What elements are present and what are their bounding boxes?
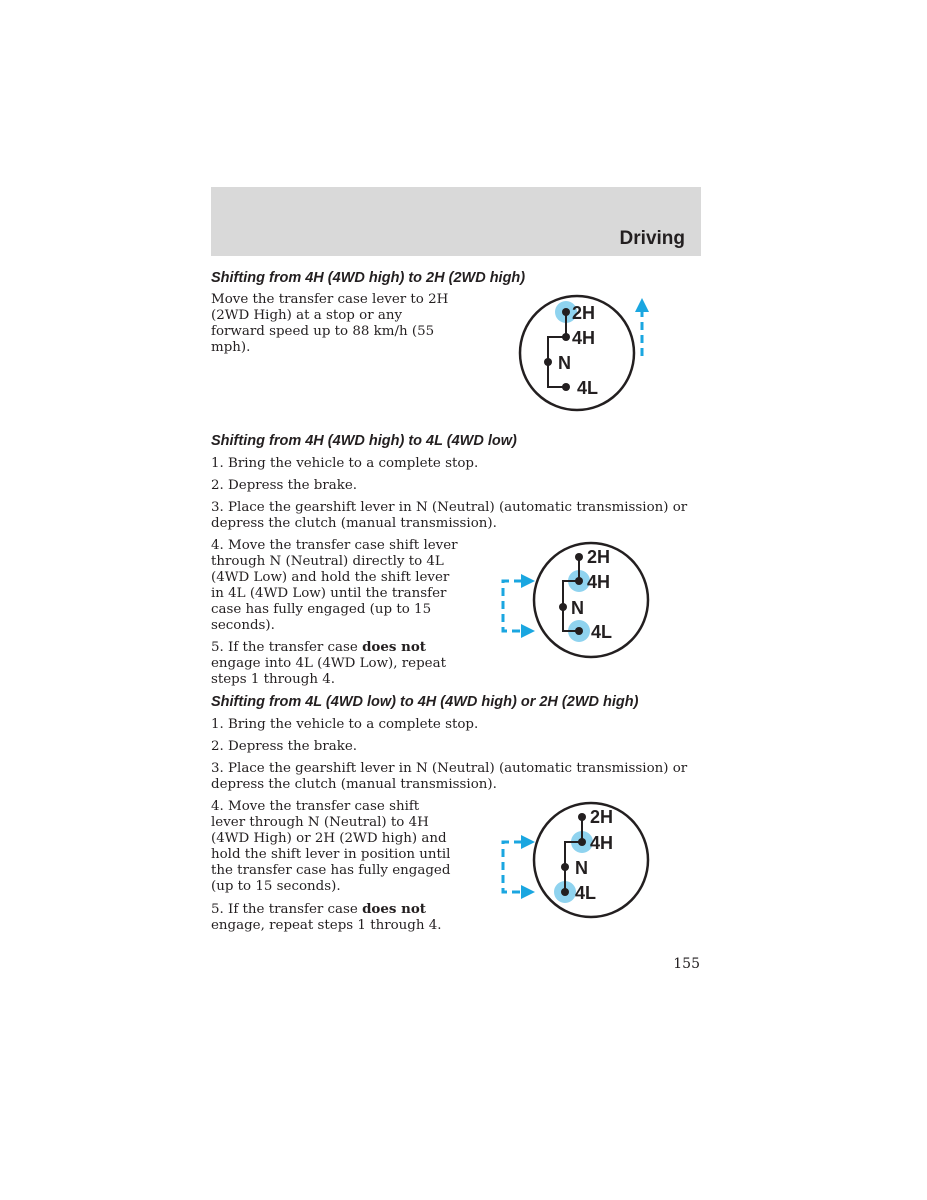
arrow-right-4l-icon (521, 624, 535, 638)
arrow-right-4l-icon (521, 885, 535, 899)
detent-4l (562, 383, 570, 391)
detent-4h (575, 577, 583, 585)
detent-n (561, 863, 569, 871)
shift-diagram-4h-to-4l (495, 537, 665, 667)
step-5: 5. If the transfer case does not engage, repeat steps 1 through 4. (211, 901, 442, 933)
section-heading-4h-to-2h: Shifting from 4H (4WD high) to 2H (2WD high) (211, 270, 526, 286)
detent-4l (575, 627, 583, 635)
label-n: N (558, 353, 571, 373)
section-heading-4l-to-4h-2h: Shifting from 4L (4WD low) to 4H (4WD high) or 2H (2WD high) (211, 694, 639, 710)
detent-4h (578, 838, 586, 846)
section-title: Driving (619, 228, 685, 249)
label-4h: 4H (590, 833, 614, 853)
step-4: 4. Move the transfer case shift lever through N (Neutral) to 4H (4WD High) or 2H (2WD high) and hold the shift lever in position until the transfer case has fully engaged (up to 15 seconds). (211, 799, 451, 894)
label-4l: 4L (577, 378, 599, 398)
arrow-path-dashed (503, 581, 522, 631)
detent-2h (562, 308, 570, 316)
label-4l: 4L (575, 883, 597, 903)
label-2h: 2H (587, 547, 611, 567)
paragraph-4h-to-2h: Move the transfer case lever to 2H (2WD High) at a stop or any forward speed up to 88 km/h (55 mph). (211, 292, 449, 355)
detent-2h (575, 553, 583, 561)
arrow-right-4h-icon (521, 835, 535, 849)
section-header-band (211, 187, 701, 256)
step-5: 5. If the transfer case does not engage into 4L (4WD Low), repeat steps 1 through 4. (211, 639, 446, 687)
detent-n (544, 358, 552, 366)
label-4h: 4H (587, 572, 611, 592)
emphasis-does-not: does not (362, 639, 426, 655)
detent-4h (562, 333, 570, 341)
shift-diagram-4l-to-4h-2h (495, 797, 665, 927)
step-4: 4. Move the transfer case shift lever through N (Neutral) directly to 4L (4WD Low) and hold the shift lever in 4L (4WD Low) until the transfer case has fully engaged (up to 15 seconds). (211, 538, 458, 633)
detent-n (559, 603, 567, 611)
emphasis-does-not: does not (362, 901, 426, 917)
label-n: N (571, 598, 584, 618)
step-3: 3. Place the gearshift lever in N (Neutral) (automatic transmission) or depress the clutch (manual transmission). (211, 500, 688, 531)
label-4h: 4H (572, 328, 596, 348)
detent-2h (578, 813, 586, 821)
arrow-up-head-icon (635, 298, 649, 312)
step-2: 2. Depress the brake. (211, 739, 358, 754)
step-3: 3. Place the gearshift lever in N (Neutral) (automatic transmission) or depress the clutch (manual transmission). (211, 761, 688, 792)
arrow-right-4h-icon (521, 574, 535, 588)
label-2h: 2H (572, 303, 596, 323)
step-1: 1. Bring the vehicle to a complete stop. (211, 456, 479, 471)
step-1: 1. Bring the vehicle to a complete stop. (211, 717, 479, 732)
detent-4l (561, 888, 569, 896)
arrow-path-dashed (503, 842, 522, 892)
shift-diagram-4h-to-2h (500, 290, 670, 420)
page-number: 155 (673, 956, 700, 972)
section-heading-4h-to-4l: Shifting from 4H (4WD high) to 4L (4WD low) (211, 433, 517, 449)
step-2: 2. Depress the brake. (211, 478, 358, 493)
label-2h: 2H (590, 807, 614, 827)
label-4l: 4L (591, 622, 613, 642)
label-n: N (575, 858, 588, 878)
